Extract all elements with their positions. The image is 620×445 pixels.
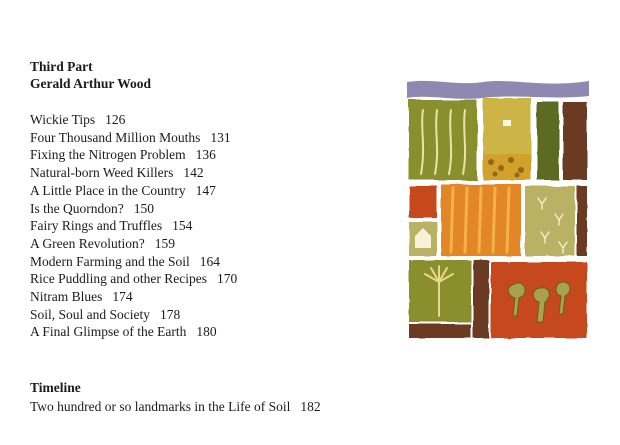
chapter-page: 126 — [105, 112, 126, 127]
chapter-title: Four Thousand Million Mouths — [30, 129, 201, 145]
chapter-page: 174 — [112, 289, 133, 305]
chapter-page: 154 — [172, 218, 193, 234]
chapter-entry[interactable] — [30, 111, 370, 129]
chapter-page: 164 — [199, 253, 220, 269]
field-brown-bar — [473, 260, 489, 338]
chapter-title: A Final Glimpse of the Earth — [30, 324, 187, 340]
chapter-entry[interactable] — [30, 270, 370, 288]
field-khaki-tracks — [525, 186, 575, 256]
chapter-title: Rice Puddling and other Recipes — [30, 271, 207, 287]
chapter-entry[interactable] — [30, 288, 370, 306]
chapter-title: Wickie Tips — [30, 112, 96, 127]
field-brown-strip — [563, 102, 587, 180]
sky-wash — [407, 81, 589, 99]
chapter-page: 178 — [160, 306, 181, 322]
chapter-page: 180 — [196, 324, 217, 340]
chapter-entry[interactable] — [30, 146, 370, 164]
chapter-entry[interactable] — [30, 235, 370, 253]
field-dark-green — [537, 102, 559, 180]
timeline-entry[interactable] — [30, 398, 430, 416]
chapter-list — [30, 111, 370, 341]
chapter-entry[interactable] — [30, 306, 370, 324]
chapter-page: 170 — [216, 271, 238, 287]
field-patchwork-illustration — [403, 76, 593, 344]
chapter-title: Fixing the Nitrogen Problem — [30, 147, 186, 163]
chapter-entry[interactable] — [30, 164, 370, 182]
chapter-entry[interactable] — [30, 200, 370, 218]
field-ochre-dots — [483, 154, 531, 180]
chapter-page: 142 — [183, 165, 204, 181]
field-brown-edge — [577, 186, 587, 256]
white-patch — [503, 120, 511, 126]
chapter-title: Is the Quorndon? — [30, 200, 124, 216]
chapter-title: Soil, Soul and Society — [30, 306, 151, 322]
chapter-title: Fairy Rings and Truffles — [30, 218, 163, 234]
chapter-page: 150 — [133, 200, 154, 216]
chapter-entry[interactable] — [30, 253, 370, 271]
timeline-title: Two hundred or so landmarks in the Life of Soil — [30, 399, 291, 414]
timeline-section — [30, 379, 430, 416]
chapter-title: Modern Farming and the Soil — [30, 253, 190, 269]
chapter-title: Nitram Blues — [30, 289, 103, 305]
field-ground-strip — [409, 324, 471, 338]
chapter-title: Natural-born Weed Killers — [30, 165, 174, 181]
chapter-page: 159 — [154, 235, 175, 251]
chapter-entry[interactable] — [30, 217, 370, 235]
part-title: Third Part — [30, 59, 93, 74]
field-rust-small — [409, 186, 437, 218]
field-olive — [409, 100, 477, 180]
chapter-title: A Green Revolution? — [30, 235, 145, 251]
chapter-title: A Little Place in the Country — [30, 182, 186, 198]
patchwork-svg — [403, 76, 593, 344]
chapter-entry[interactable] — [30, 182, 370, 200]
chapter-page: 136 — [195, 147, 216, 163]
part-author: Gerald Arthur Wood — [30, 76, 152, 91]
chapter-page: 147 — [195, 182, 216, 198]
chapter-entry[interactable] — [30, 129, 370, 147]
chapter-page: 131 — [210, 129, 231, 145]
chapter-entry[interactable] — [30, 323, 370, 341]
timeline-page: 182 — [300, 399, 321, 414]
table-of-contents — [30, 58, 370, 341]
timeline-heading: Timeline — [30, 380, 81, 395]
